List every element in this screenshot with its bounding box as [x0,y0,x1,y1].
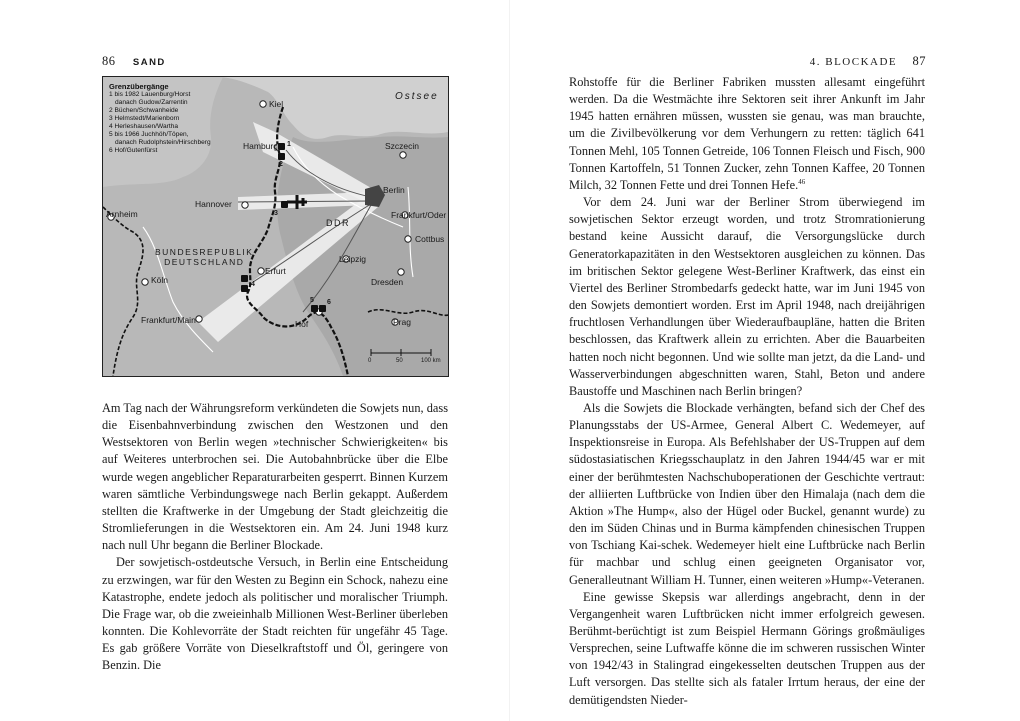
footnote-reference[interactable]: 46 [798,177,806,186]
crossing-number: 2 [279,161,283,168]
city-label: Cottbus [415,234,445,244]
map-figure [102,76,449,377]
map-legend [109,83,211,155]
left-header [102,54,166,69]
paragraph-text: Rohstoffe für die Berliner Fabriken mussten allesamt eingeführt werden. Da die Westmächte ihre Sektoren seit ihrer Ankunft im Jahr 1945 hatten ernähren müssen, wussten sie genau, was man brauchte, um die Zivilbevölkerung vor dem Verhungern zu retten: täglich 641 Tonnen Mehl, 105 Tonnen Getreide, 106 Tonnen Fleisch und Fisch, 900 Tonnen Kartoffeln, 51 Tonnen Zucker, zehn Tonnen Kaffee, 20 Tonnen Milch, 32 Tonnen Fette und drei Tonnen Hefe. [569,75,925,192]
crossing-number: 3 [274,210,278,217]
legend-item: 3 Helmstedt/Marienborn [109,115,180,122]
sea-label: Ostsee [395,91,439,102]
left-body-text [102,400,448,675]
city-label: Leipzig [339,254,366,264]
city-label: Dresden [371,277,404,287]
crossing-number: 6 [327,299,331,306]
scale-label: 100 km [421,358,441,364]
country-west-line: DEUTSCHLAND [164,257,245,267]
city-label: Köln [151,275,169,285]
left-page-number: 86 [102,54,116,68]
legend-item: 6 Hof/Gutenfürst [109,147,158,154]
crossing-number: 5 [310,297,314,304]
right-running-head: 4. BLOCKADE [809,56,898,68]
city-label: Kiel [269,99,284,109]
city-label: Berlin [383,185,405,195]
paragraph: Eine gewisse Skepsis war allerdings angebracht, denn in der Vergangenheit waren Luftbrücken nicht immer erfolgreich gewesen. Berühmt-berüchtigt ist zum Beispiel Hermann Görings großmäuliges Versprechen, seine Luftwaffe könne die im schweren russischen Winter von 1942/43 in Stalingrad eingekesselten deutschen Truppen aus der Luft versorgen. Das stellte sich als fataler Irrtum heraus, der eine der demütigendsten Nieder- [569,589,925,707]
country-west-line: BUNDESREPUBLIK [155,247,254,257]
right-page-number: 87 [912,54,926,68]
city-label: Szczecin [385,141,420,151]
paragraph [569,74,925,194]
paragraph: Am Tag nach der Währungsreform verkündeten die Sowjets nun, dass die Eisenbahnverbindung zwischen den Westzonen und den Westsektoren von Berlin wegen »technischer Schwierigkeiten« bis auf Weiteres unterbrochen sei. Die Autobahnbrücke über die Elbe wurde wegen angeblicher Reparaturarbeiten gesperrt. Binnen Kurzem waren sämtliche Verbindungswege nach Berlin gekappt. Außerdem stellten die Kraftwerke in der Umgebung der Stadt gleichzeitig die Stromlieferungen in die Westsektoren ein. Am 24. Juni 1948 kurz nach null Uhr begann die Berliner Blockade. [102,401,448,553]
crossing-number: 1 [287,141,291,148]
legend-item: danach Rudolphstein/Hirschberg [115,139,211,146]
legend-item: danach Gudow/Zarrentin [115,99,188,106]
city-label: Arnheim [106,209,138,219]
scale-label: 50 [396,358,403,364]
legend-item: 5 bis 1966 Juchhöh/Töpen, [109,131,189,138]
city-label: Hamburg [243,141,278,151]
city-label: Hof [295,319,309,329]
city-label: Hannover [195,199,232,209]
left-running-head: SAND [132,57,166,68]
country-east-label: DDR [326,218,350,228]
legend-item: 4 Herleshausen/Wartha [109,123,179,130]
country-west-label [155,247,253,267]
right-page [510,0,1020,721]
legend-item: 2 Büchen/Schwanheide [109,107,179,114]
legend-item: 1 bis 1982 Lauenburg/Horst [109,91,191,98]
city-label: Frankfurt/Main [141,315,196,325]
right-header [810,54,926,69]
scale-label: 0 [368,358,372,364]
city-label: Erfurt [265,266,286,276]
city-label: Prag [393,317,411,327]
paragraph: Der sowjetisch-ostdeutsche Versuch, in Berlin eine Entscheidung zu erzwingen, war für den Westen zu Beginn ein Schock, nahezu eine Katastrophe, endete jedoch als politischer und moralischer Triumph. Die Frage war, ob die zweieinhalb Millionen West-Berliner überleben konnten. Die Kohlevorräte der Stadt reichten für ungefähr 45 Tage. Es gab größere Vorräte von Dieselkraftstoff und Öl, geringere von Benzin. Die [102,555,448,673]
city-label: Frankfurt/Oder [391,210,447,220]
crossing-number: 4 [251,281,255,288]
paragraph: Als die Sowjets die Blockade verhängten, befand sich der Chef des Planungsstabs der US-Armee, General Albert C. Wedemeyer, auf Inspektionsreise in Europa. Als Befehlshaber der US-Truppen auf dem südostasiatischen Kriegsschauplatz in den Jahren 1944/45 war er mit einer der berühmtesten Nachschuboperationen der Geschichte vertraut: der alliierten Luftbrücke von Indien über den Himalaja (nach dem die Aktion »The Hump«, also der Hügel oder Buckel, genannt wurde) zu den im Süden Chinas und in Burma kämpfenden chinesischen Truppen von Tschiang Kai-schek. Wedemeyer hielt eine Luftbrücke nach Berlin für machbar und schlug einen geeigneten Organisator vor, Generalleutnant William H. Tunner, einen weiteren »Hump«-Veteranen. [569,400,925,587]
paragraph: Vor dem 24. Juni war der Berliner Strom überwiegend im sowjetischen Sektor erzeugt worden, und trotz Stromrationierung bestand keine Aussicht darauf, die Versorgungslücke durch Generatorkapazitäten in den Westsektoren ausgleichen zu können. Das im britischen Sektor gelegene West-Berliner Kraftwerk, das einst ein Viertel des Berliner Strombedarfs gedeckt hatte, war im Juni 1945 von den Sowjets demontiert worden. Erst im April 1948, nach dreijährigen fruchtlosen Verhandlungen über Wiederaufbaupläne, hatten die Briten beschlossen, das Kraftwerk allein zu errichten. Aber die Bauarbeiten hatten noch nicht begonnen. Und wie sollte man jetzt, da die Land- und Wasserverbindungen abgeschnitten waren, Stahl, Beton und andere Baustoffe und Maschinen nach Berlin bringen? [569,195,925,398]
west-border [103,207,143,376]
right-body-text [569,74,925,709]
legend-title: Grenzübergänge [109,82,169,91]
